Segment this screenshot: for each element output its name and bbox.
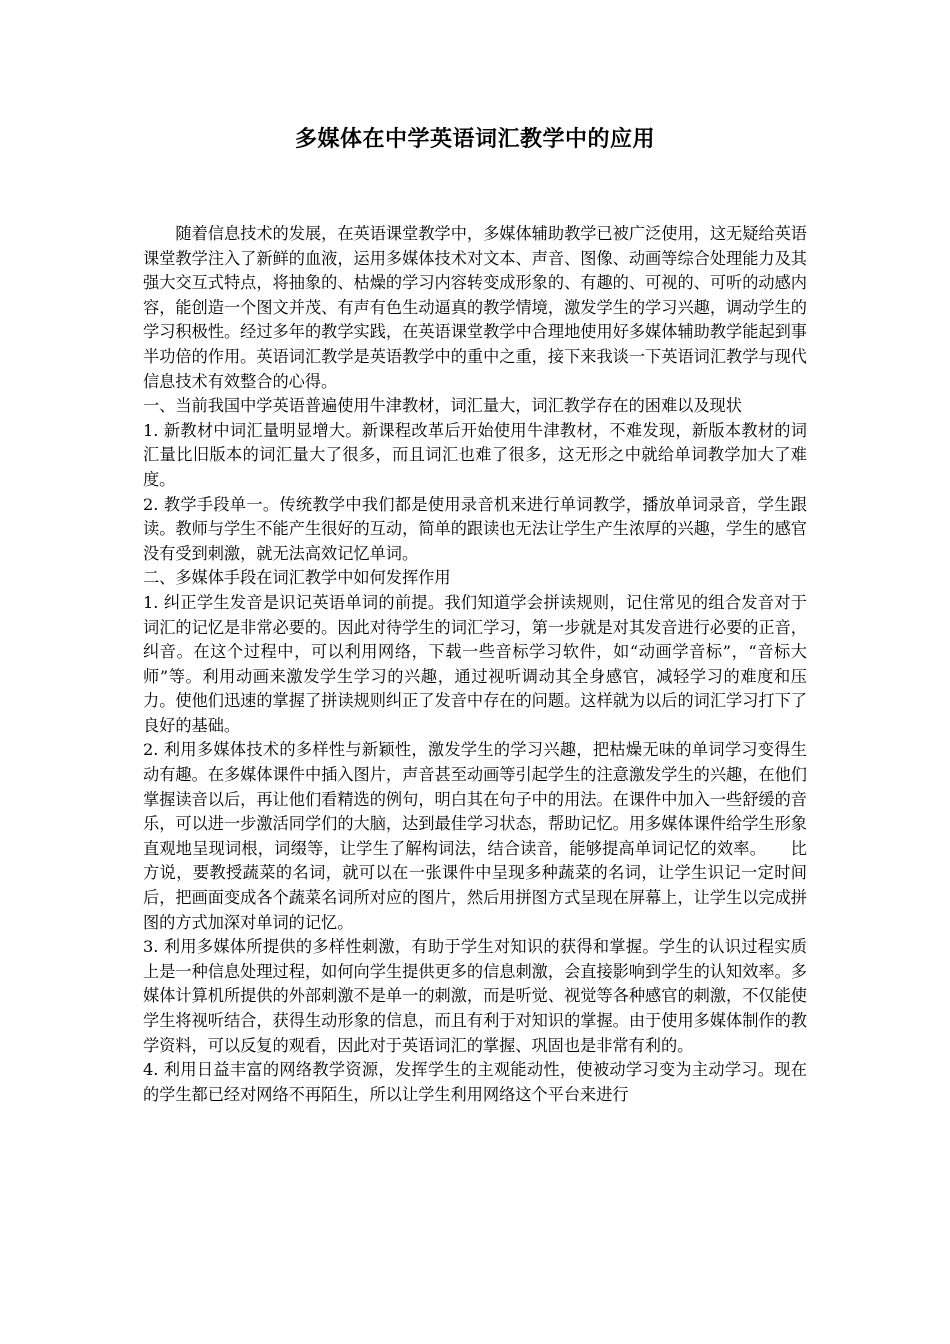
paragraph-2-4: 4. 利用日益丰富的网络教学资源，发挥学生的主观能动性，使被动学习变为主动学习。现在的学生都已经对网络不再陌生，所以让学生利用网络这个平台来进行 xyxy=(143,1060,807,1104)
paragraph-2-1: 1. 纠正学生发音是识记英语单词的前提。我们知道学会拼读规则，记住常见的组合发音对于词汇的记忆是非常必要的。因此对待学生的词汇学习，第一步就是对其发音进行必要的正音，纠音。在这个过程中，可以利用网络，下载一些音标学习软件，如“动画学音标”，“音标大师”等。利用动画来激发学生学习的兴趣，通过视听调动其全身感官，减轻学习的难度和压力。使他们迅速的掌握了拼读规则纠正了发音中存在的问题。这样就为以后的词汇学习打下了良好的基础。 xyxy=(143,592,807,735)
paragraph-2-2: 2. 利用多媒体技术的多样性与新颖性，激发学生的学习兴趣，把枯燥无味的单词学习变得生动有趣。在多媒体课件中插入图片，声音甚至动画等引起学生的注意激发学生的兴趣，在他们掌握读音以后，再让他们看精选的例句，明白其在句子中的用法。在课件中加入一些舒缓的音乐，可以进一步激活同学们的大脑，达到最佳学习状态，帮助记忆。用多媒体课件给学生形象直观地呈现词根，词缀等，让学生了解构词法，结合读音，能够提高单词记忆的效率。 比方说，要教授蔬菜的名词，就可以在一张课件中呈现多种蔬菜的名词，让学生识记一定时间后，把画面变成各个蔬菜名词所对应的图片，然后用拼图方式呈现在屏幕上，让学生以完成拼图的方式加深对单词的记忆。 xyxy=(143,740,807,932)
paragraph-2-3: 3. 利用多媒体所提供的多样性刺激，有助于学生对知识的获得和掌握。学生的认识过程实质上是一种信息处理过程，如何向学生提供更多的信息刺激，会直接影响到学生的认知效率。多媒体计算机所提供的外部刺激不是单一的刺激，而是听觉、视觉等各种感官的刺激，不仅能使学生将视听结合，获得生动形象的信息，而且有利于对知识的掌握。由于使用多媒体制作的教学资料，可以反复的观看，因此对于英语词汇的掌握、巩固也是非常有利的。 xyxy=(143,937,807,1055)
section-heading-2: 二、多媒体手段在词汇教学中如何发挥作用 xyxy=(143,568,451,588)
section-heading-1: 一、当前我国中学英语普遍使用牛津教材，词汇量大，词汇教学存在的困难以及现状 xyxy=(143,396,742,416)
document-body xyxy=(143,222,807,1107)
document-title: 多媒体在中学英语词汇教学中的应用 xyxy=(294,127,655,152)
paragraph-1-2: 2. 教学手段单一。传统教学中我们都是使用录音机来进行单词教学，播放单词录音，学生跟读。教师与学生不能产生很好的互动，简单的跟读也无法让学生产生浓厚的兴趣，学生的感官没有受到刺激，就无法高效记忆单词。 xyxy=(143,494,807,563)
paragraph-intro: 随着信息技术的发展，在英语课堂教学中，多媒体辅助教学已被广泛使用，这无疑给英语课堂教学注入了新鲜的血液，运用多媒体技术对文本、声音、图像、动画等综合处理能力及其强大交互式特点，将抽象的、枯燥的学习内容转变成形象的、有趣的、可视的、可听的动感内容，能创造一个图文并茂、有声有色生动逼真的教学情境，激发学生的学习兴趣，调动学生的学习积极性。经过多年的教学实践，在英语课堂教学中合理地使用好多媒体辅助教学能起到事半功倍的作用。英语词汇教学是英语教学中的重中之重，接下来我谈一下英语词汇教学与现代信息技术有效整合的心得。 xyxy=(143,224,807,391)
paragraph-1-1: 1. 新教材中词汇量明显增大。新课程改革后开始使用牛津教材，不难发现，新版本教材的词汇量比旧版本的词汇量大了很多，而且词汇也难了很多，这无形之中就给单词教学加大了难度。 xyxy=(143,420,807,489)
